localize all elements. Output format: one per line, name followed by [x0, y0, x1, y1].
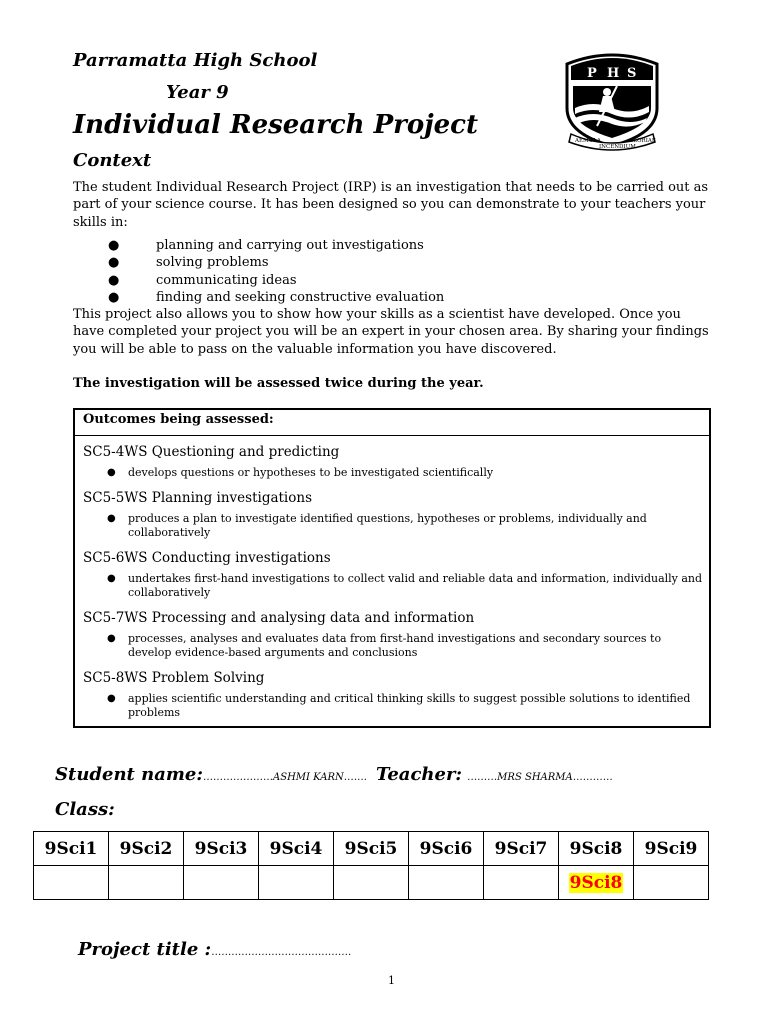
- bullet-icon: ●: [108, 272, 120, 288]
- outcome-item: [83, 670, 703, 720]
- class-option: 9Sci8: [559, 832, 634, 866]
- crest-letter-h: H: [607, 66, 620, 81]
- school-crest-logo: [557, 46, 667, 154]
- class-mark-cell[interactable]: [634, 866, 709, 900]
- outcome-item: [83, 490, 703, 540]
- skill-item: ● communicating ideas: [108, 272, 297, 288]
- outcome-description: ● applies scientific understanding and critical thinking skills to suggest possible solutions to identified problems: [107, 692, 691, 719]
- outcome-title: SC5-8WS Problem Solving: [83, 670, 265, 686]
- context-heading: Context: [73, 150, 152, 171]
- bullet-icon: ●: [107, 467, 116, 478]
- year-level: Year 9: [166, 82, 229, 103]
- class-option: 9Sci1: [34, 832, 109, 866]
- student-name-label: Student name:: [55, 764, 203, 785]
- outcome-title: SC5-7WS Processing and analysing data and information: [83, 610, 475, 626]
- outcome-item: [83, 610, 703, 660]
- bullet-icon: ●: [108, 238, 120, 253]
- outcome-description: ● undertakes first-hand investigations to collect valid and reliable data and information, individually and collaboratively: [107, 572, 703, 599]
- class-option: 9Sci3: [184, 832, 259, 866]
- teacher-value[interactable]: ………MRS SHARMA…………: [467, 772, 613, 783]
- skill-item: ● finding and seeking constructive evaluation: [108, 289, 445, 305]
- class-option: 9Sci4: [259, 832, 334, 866]
- student-name-value[interactable]: …………………ASHMI KARN…….: [203, 772, 367, 783]
- outcome-description: ● develops questions or hypotheses to be investigated scientifically: [107, 466, 494, 479]
- class-option: 9Sci7: [484, 832, 559, 866]
- outcome-title: SC5-4WS Questioning and predicting: [83, 444, 340, 460]
- bullet-icon: ●: [108, 289, 120, 305]
- bullet-icon: ●: [108, 255, 120, 271]
- class-option: 9Sci6: [409, 832, 484, 866]
- outcome-description: ● produces a plan to investigate identified questions, hypotheses or problems, individually and collaboratively: [107, 512, 647, 539]
- page-title: Individual Research Project: [73, 110, 479, 140]
- skill-item: ● solving problems: [108, 255, 269, 271]
- outcome-item: [83, 550, 703, 600]
- class-mark-cell[interactable]: [334, 866, 409, 900]
- crest-letter-p: P: [587, 66, 597, 81]
- class-header-row: [34, 832, 709, 866]
- outcomes-header: Outcomes being assessed:: [75, 410, 709, 436]
- teacher-field[interactable]: [376, 764, 613, 785]
- class-selection-table: [33, 831, 709, 900]
- class-mark-cell[interactable]: [184, 866, 259, 900]
- class-mark-cell[interactable]: [409, 866, 484, 900]
- project-title-label: Project title :: [78, 939, 212, 960]
- outcome-description: ● processes, analyses and evaluates data from first-hand investigations and secondary sources to develop evidence-based arguments and conclusions: [107, 632, 662, 659]
- page-number: 1: [388, 974, 395, 987]
- crest-motto-2: INCENDIUM: [599, 144, 636, 150]
- outcome-item: [83, 444, 703, 480]
- skill-item: ● planning and carrying out investigations: [108, 238, 424, 253]
- class-mark-cell[interactable]: [109, 866, 184, 900]
- class-option: 9Sci9: [634, 832, 709, 866]
- selected-class: 9Sci8: [569, 872, 623, 893]
- skills-list: [108, 237, 444, 306]
- class-label: Class:: [55, 799, 115, 820]
- class-option: 9Sci2: [109, 832, 184, 866]
- crest-motto-1: AEMULA: [575, 138, 601, 144]
- crest-motto-3: GLORIAE: [629, 138, 656, 144]
- outcome-title: SC5-6WS Conducting investigations: [83, 550, 331, 566]
- crest-letter-s: S: [627, 66, 637, 81]
- project-title-value[interactable]: ……………………………………: [211, 947, 352, 958]
- class-option: 9Sci5: [334, 832, 409, 866]
- outcome-title: SC5-5WS Planning investigations: [83, 490, 312, 506]
- bullet-icon: ●: [107, 693, 116, 704]
- assessment-note: The investigation will be assessed twice during the year.: [73, 376, 484, 391]
- outcomes-box: [73, 408, 711, 728]
- class-mark-cell[interactable]: [484, 866, 559, 900]
- teacher-label: Teacher:: [376, 764, 463, 785]
- school-name: Parramatta High School: [73, 50, 318, 71]
- bullet-icon: ●: [107, 573, 116, 584]
- project-title-field[interactable]: [78, 939, 351, 960]
- class-mark-cell-selected[interactable]: [559, 866, 634, 900]
- class-mark-cell[interactable]: [34, 866, 109, 900]
- intro-paragraph: The student Individual Research Project (IRP) is an investigation that needs to be carried out as part of your science course. It has been designed so you can demonstrate to your teachers your skills in:: [73, 180, 709, 230]
- bullet-icon: ●: [107, 513, 116, 524]
- purpose-paragraph: This project also allows you to show how your skills as a scientist have developed. Once you have completed your project you will be an expert in your chosen area. By sharing your findings you will be able to pass on the valuable information you have discovered.: [73, 307, 709, 357]
- student-name-field[interactable]: [55, 764, 367, 785]
- bullet-icon: ●: [107, 633, 116, 644]
- class-mark-row: [34, 866, 709, 900]
- class-mark-cell[interactable]: [259, 866, 334, 900]
